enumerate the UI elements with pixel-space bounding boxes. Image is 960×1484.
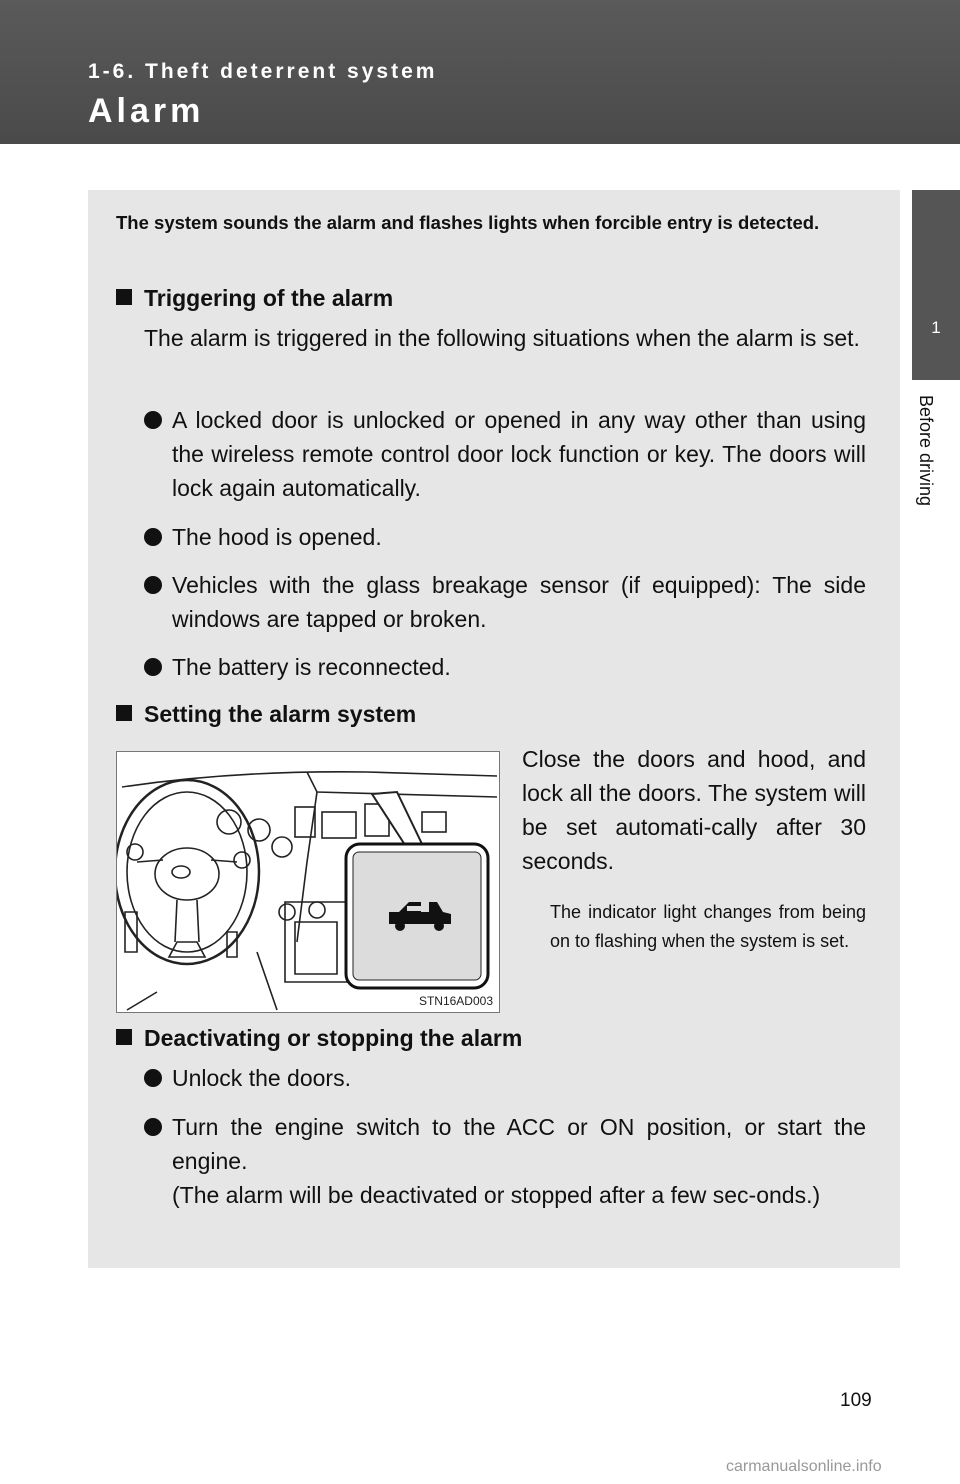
chapter-number: 1 <box>931 318 941 337</box>
setting-text: Close the doors and hood, and lock all the doors. The system will be set automati-cally after 30 seconds. <box>522 746 866 874</box>
section-label: 1-6. Theft deterrent system <box>88 60 438 83</box>
triggering-text: The alarm is triggered in the following situations when the alarm is set. <box>144 325 860 351</box>
square-bullet-icon <box>116 705 132 721</box>
intro-text: The system sounds the alarm and flashes lights when forcible entry is detected. <box>116 212 820 233</box>
setting-note: The indicator light changes from being on to flashing when the system is set. <box>550 902 866 951</box>
dashboard-drawing <box>117 752 500 1013</box>
chapter-label: Before driving <box>916 395 936 507</box>
page-number: 109 <box>840 1390 872 1411</box>
list-item: Unlock the doors. <box>144 1061 866 1095</box>
figure-code: STN16AD003 <box>418 994 493 1008</box>
heading-setting: Setting the alarm system <box>116 701 416 728</box>
list-item: A locked door is unlocked or opened in any way other than using the wireless remote control door lock function or key. The doors will lock again automatically. <box>144 403 866 505</box>
list-item: The hood is opened. <box>144 520 866 554</box>
bullet-dot-icon <box>144 528 162 546</box>
heading-deactivating: Deactivating or stopping the alarm <box>116 1025 522 1052</box>
square-bullet-icon <box>116 289 132 305</box>
deactivating-note: (The alarm will be deactivated or stopped after a few sec-onds.) <box>172 1182 821 1208</box>
bullet-dot-icon <box>144 1069 162 1087</box>
dashboard-illustration <box>116 751 500 1013</box>
square-bullet-icon <box>116 1029 132 1045</box>
list-item: Vehicles with the glass breakage sensor (if equipped): The side windows are tapped or broken. <box>144 568 866 636</box>
bullet-dot-icon <box>144 1118 162 1136</box>
bullet-dot-icon <box>144 658 162 676</box>
list-item: Turn the engine switch to the ACC or ON position, or start the engine. <box>144 1110 866 1178</box>
watermark: carmanualsonline.info <box>726 1458 882 1475</box>
bullet-dot-icon <box>144 576 162 594</box>
bullet-dot-icon <box>144 411 162 429</box>
list-item: The battery is reconnected. <box>144 650 866 684</box>
heading-triggering: Triggering of the alarm <box>116 285 393 312</box>
chapter-tab <box>912 190 960 380</box>
page-title: Alarm <box>88 92 205 130</box>
